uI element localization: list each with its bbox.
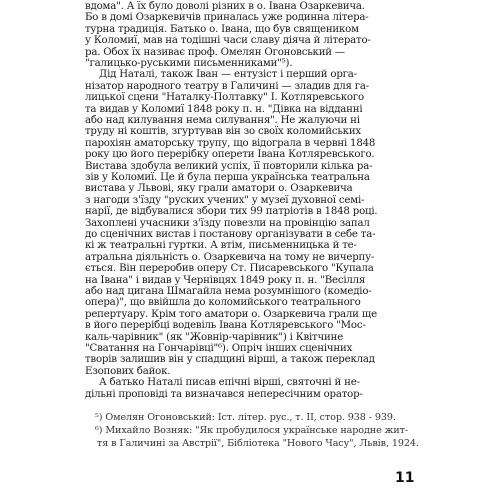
text-line: атральна діяльність о. Озаркевича на тому не вичерпу- [85, 251, 375, 263]
text-line: Езопових байок. [85, 365, 171, 377]
text-line: лицької сцени "Наталку-Полтавку" І. Котляревського [85, 92, 364, 104]
text-line: та видав у Коломиї 1848 року п. н. "Дівка на відданні [85, 103, 363, 115]
text-line: творів залишив він у спадщині вірші, а також переклад [85, 354, 375, 366]
footnotes [85, 412, 422, 452]
paragraph-first-line: Дід Наталі, також Іван — ентузіст і перший орга- [99, 69, 357, 81]
text-line: дільні проповіді та визначався непересічним оратор- [85, 388, 363, 400]
text-line: ється. Він переробив оперу Ст. Писаревського "Купала [85, 263, 374, 275]
text-line: "галицько-руськими письменниками"⁵). [85, 58, 293, 69]
text-line: кі ж театральні гуртки. А втім, письменницька й те- [85, 240, 357, 252]
footnote-line: ⁶) Михайло Возняк: "Як пробудилося українське народне жит- [95, 425, 408, 436]
text-line: нізатор народного театру в Галичині — зладив для га- [85, 80, 370, 92]
text-line: з нагоди з'їзду "руских учених" у музеї духовної семі- [85, 194, 365, 206]
footnote-line: ⁵) Омелян Огоновський: Іст. літер. рус., т. ІІ, стор. 938 - 939. [95, 412, 396, 423]
text-line: до сценічних вистав і постанову організувати в себе та- [85, 229, 376, 240]
text-line: зів у Коломиї. Це й була перша українська театральна [85, 172, 370, 183]
text-line: або над килування нема силування". Не жалуючи ні [85, 115, 360, 126]
text-line: нарії, де відбувалися збори тих 99 патріотів в 1848 році. [85, 206, 378, 218]
body-text [85, 1, 422, 401]
text-line: Вистава здобула великий успіх, її повторили кілька ра- [85, 160, 373, 172]
text-line: на Івана" і видав у Чернівцях 1849 року п. н. "Весілля [85, 274, 366, 286]
text-line: ра. Обох їх називає проф. Омелян Огоновський — [85, 46, 345, 58]
text-line: вдома". А їх було доволі різних в о. Івана Озаркевича. [85, 1, 365, 12]
footnote-line: тя в Галичині за Австрії", Бібліотека "Нового Часу", Львів, 1924. [97, 438, 419, 449]
text-line: вистава у Львові, яку грали аматори о. Озаркевича [85, 183, 353, 195]
text-line: турна традиція. Батько о. Івана, що був священиком [85, 23, 359, 35]
paragraph-first-line: А батько Наталі писав епічні вірші, святочні й не- [99, 377, 360, 389]
text-line: репертуару. Крім того аматори о. Озаркевича грали ще [85, 308, 377, 320]
text-line: труду ні коштів, згуртував він зо своїх коломийських [85, 126, 361, 138]
text-line: парохіян аматорську трупу, що відограла в червні 1848 [85, 137, 376, 149]
text-line: опера)", що ввійшла до коломийського театрального [85, 297, 361, 309]
text-line: каль-чарівник" (як "Жовнір-чарівник") і Квітчине [85, 331, 344, 343]
text-line: "Сватання на Гончарівці"⁶). Опріч інших сценічних [85, 343, 353, 354]
text-line: в його перерібці водевіль Івана Котляревського "Мос- [85, 320, 366, 332]
text-line: Бо в домі Озаркевичів приналась уже родинна літера- [85, 12, 369, 24]
text-line: у Коломиї, мав на тодішні часи славу діяча й літерато- [85, 35, 371, 47]
text-line: Захоплені учасники з'їзду повезли на провінцію запал [85, 217, 370, 229]
page-number: 11 [395, 470, 415, 486]
text-line: або над цигана Шмагайла нема розумнішого (комедіо- [85, 286, 372, 297]
text-line: року цю його перерібку оперети Івана Котляревського. [85, 149, 375, 161]
